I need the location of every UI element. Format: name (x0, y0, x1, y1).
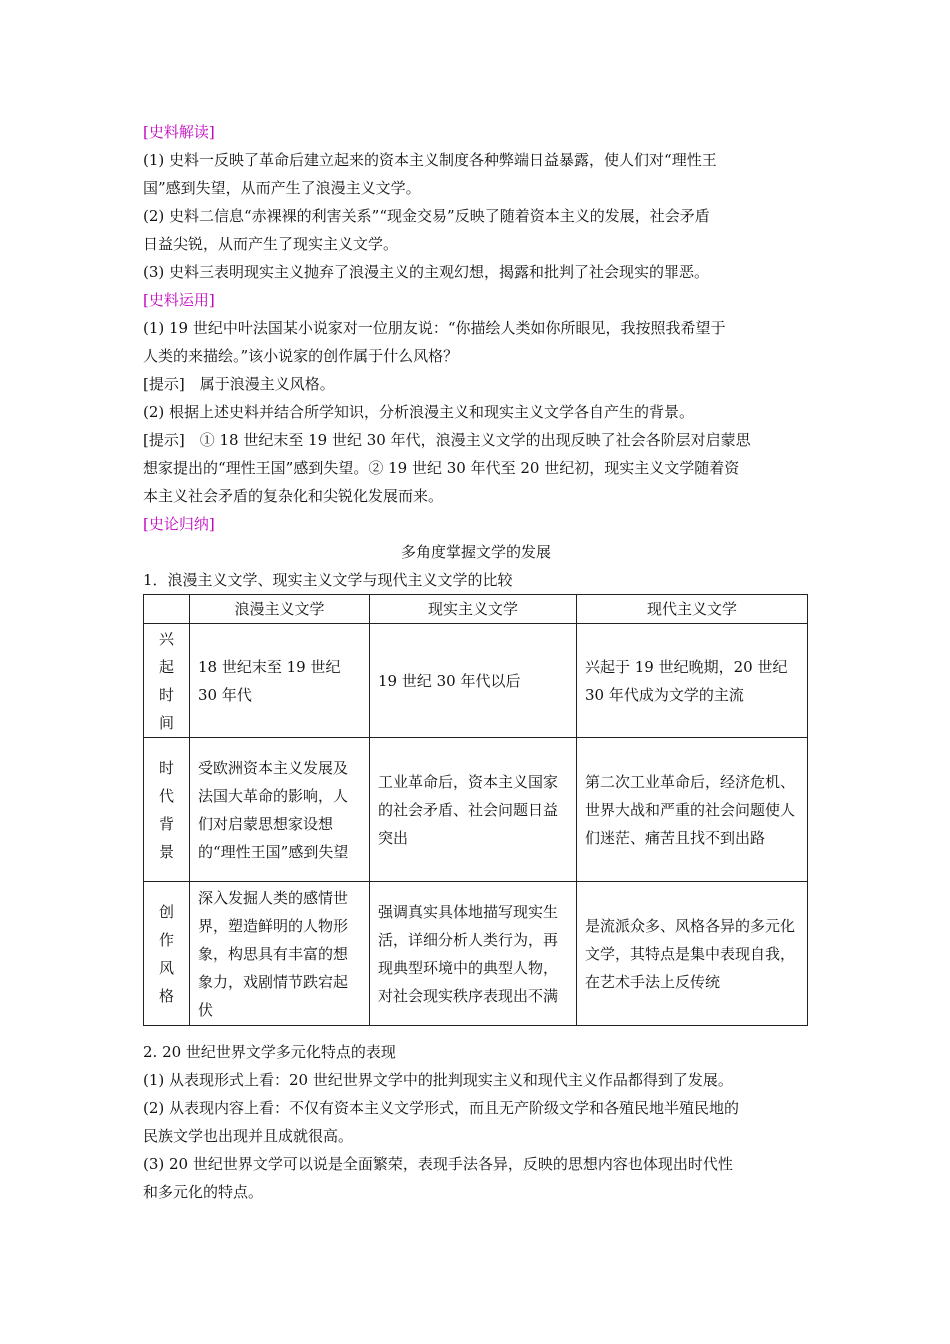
text-line: 人类的来描绘。”该小说家的创作属于什么风格？ (143, 347, 459, 365)
row-header (144, 624, 190, 738)
text-line: (3) 史料三表明现实主义抛弃了浪漫主义的主观幻想，揭露和批判了社会现实的罪恶。 (143, 263, 710, 281)
table-cell: 第二次工业革命后，经济危机、世界大战和严重的社会问题使人们迷茫、痛苦且找不到出路 (577, 738, 808, 882)
table-cell: 工业革命后，资本主义国家的社会矛盾、社会问题日益突出 (370, 738, 577, 882)
subsection-title: 2. 20 世纪世界文学多元化特点的表现 (143, 1043, 396, 1061)
hint-line: [提示] 属于浪漫主义风格。 (143, 375, 335, 393)
table-row (144, 738, 808, 882)
table-header-cell: 浪漫主义文学 (190, 595, 370, 624)
table-header-cell (144, 595, 190, 624)
text-line: 本主义社会矛盾的复杂化和尖锐化发展而来。 (143, 487, 444, 505)
section-tag-summary: [史论归纳] (143, 515, 215, 533)
subsection-title: 1．浪漫主义文学、现实主义文学与现代主义文学的比较 (143, 571, 513, 589)
table-cell: 18 世纪末至 19 世纪 30 年代 (190, 624, 370, 738)
text-line: (1) 从表现形式上看：20 世纪世界文学中的批判现实主义和现代主义作品都得到了发展。 (143, 1071, 733, 1089)
table-cell: 深入发掘人类的感情世界，塑造鲜明的人物形象，构思具有丰富的想象力，戏剧情节跌宕起伏 (190, 882, 370, 1026)
row-header-text: 创作风格 (158, 902, 174, 1005)
text-line: (2) 根据上述史料并结合所学知识，分析浪漫主义和现实主义文学各自产生的背景。 (143, 403, 695, 421)
text-line: 想家提出的“理性王国”感到失望。② 19 世纪 30 年代至 20 世纪初，现实主义文学随着资 (143, 459, 740, 477)
text-line: (2) 从表现内容上看：不仅有资本主义文学形式，而且无产阶级文学和各殖民地半殖民地的 (143, 1099, 740, 1117)
text-line: (2) 史料二信息“赤裸裸的利害关系”“现金交易”反映了随着资本主义的发展，社会矛盾 (143, 207, 710, 225)
row-header (144, 738, 190, 882)
table-cell: 19 世纪 30 年代以后 (370, 624, 577, 738)
section-title: 多角度掌握文学的发展 (400, 543, 551, 561)
text-line: (1) 史料一反映了革命后建立起来的资本主义制度各种弊端日益暴露，使人们对“理性王 (143, 151, 717, 169)
comparison-table (143, 594, 808, 1026)
section-tag-interpretation: [史料解读] (143, 123, 215, 141)
text-line: (1) 19 世纪中叶法国某小说家对一位朋友说：“你描绘人类如你所眼见，我按照我希望于 (143, 319, 726, 337)
table-header-row (144, 595, 808, 624)
table-row (144, 882, 808, 1026)
text-line: 国”感到失望，从而产生了浪漫主义文学。 (143, 179, 421, 197)
table-cell: 强调真实具体地描写现实生活，详细分析人类行为，再现典型环境中的典型人物，对社会现实秩序表现出不满 (370, 882, 577, 1026)
table-header-cell: 现代主义文学 (577, 595, 808, 624)
row-header-text: 兴起时间 (158, 629, 174, 732)
text-line: 日益尖锐，从而产生了现实主义文学。 (143, 235, 399, 253)
table-cell: 是流派众多、风格各异的多元化文学，其特点是集中表现自我，在艺术手法上反传统 (577, 882, 808, 1026)
row-header (144, 882, 190, 1026)
table-cell: 兴起于 19 世纪晚期，20 世纪 30 年代成为文学的主流 (577, 624, 808, 738)
table-header-cell: 现实主义文学 (370, 595, 577, 624)
document-page (143, 118, 809, 1206)
text-line: 民族文学也出现并且成就很高。 (143, 1127, 354, 1145)
text-line: (3) 20 世纪世界文学可以说是全面繁荣，表现手法各异，反映的思想内容也体现出时代性 (143, 1155, 733, 1173)
text-line: 和多元化的特点。 (143, 1183, 264, 1201)
section-tag-application: [史料运用] (143, 291, 215, 309)
hint-line: [提示] ① 18 世纪末至 19 世纪 30 年代，浪漫主义文学的出现反映了社会各阶层对启蒙思 (143, 431, 751, 449)
table-cell: 受欧洲资本主义发展及法国大革命的影响，人们对启蒙思想家设想的“理性王国”感到失望 (190, 738, 370, 882)
row-header-text: 时代背景 (158, 758, 174, 861)
table-row (144, 624, 808, 738)
